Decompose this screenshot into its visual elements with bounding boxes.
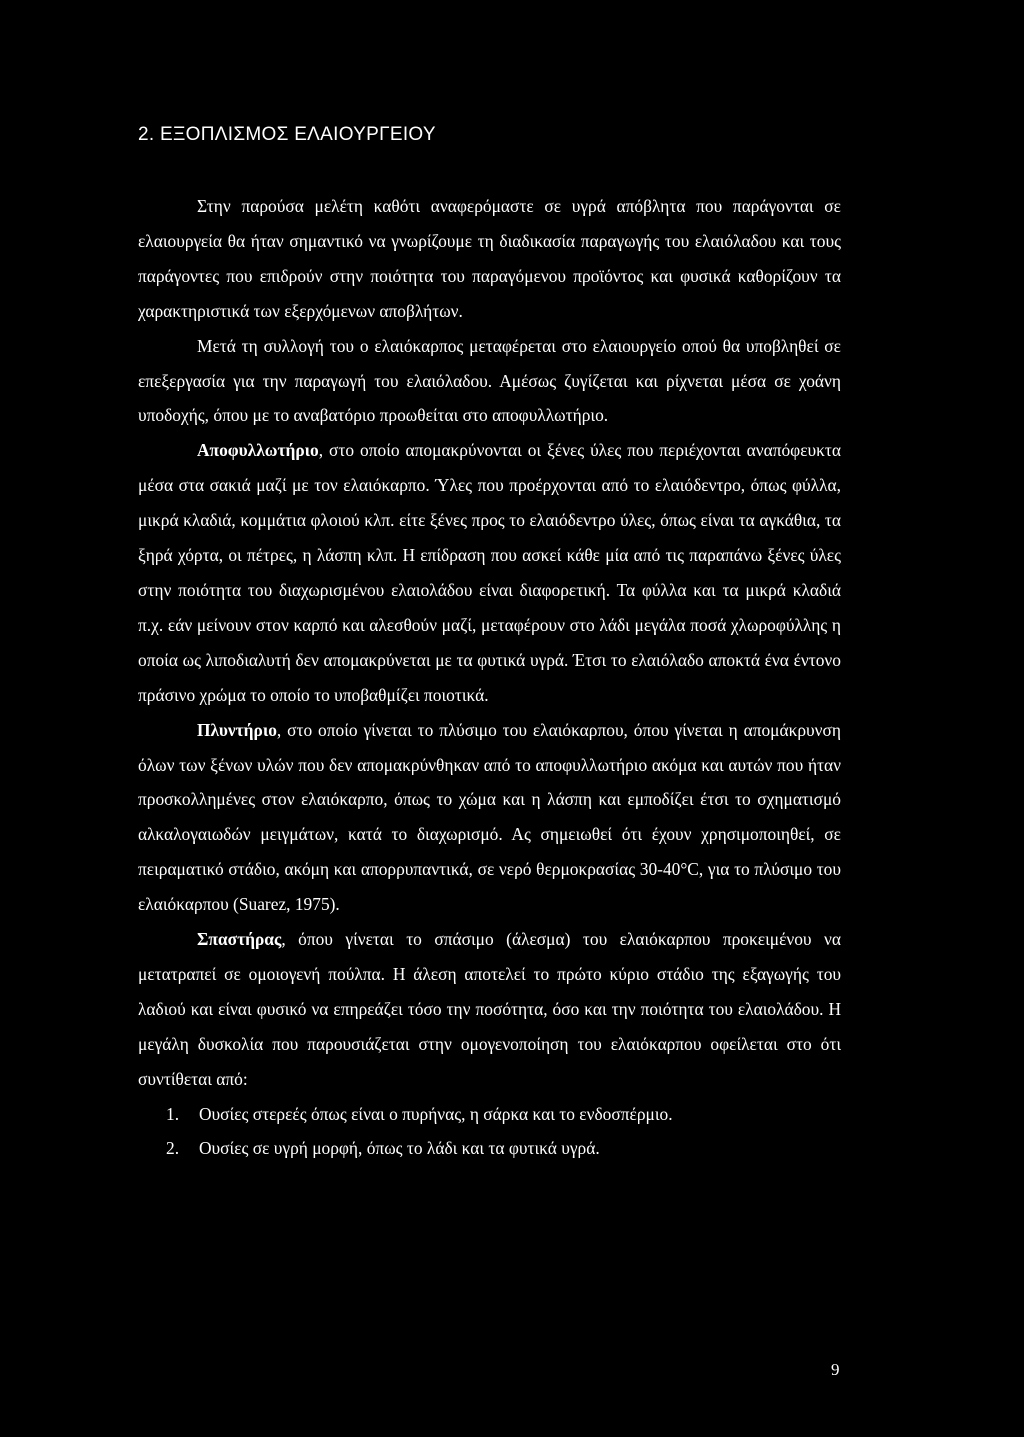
section-heading: 2. ΕΞΟΠΛΙΣΜΟΣ ΕΛΑΙΟΥΡΓΕΙΟΥ bbox=[138, 124, 436, 145]
paragraph-text: , όπου γίνεται το σπάσιμο (άλεσμα) του ελαιόκαρπου προκειμένου να μετατραπεί σε ομοιογενή πούλπα. Η άλεση αποτελεί το πρώτο κύριο στάδιο της εξαγωγής του λαδιού και είναι φυσικό να επηρεάζει τόσο την ποσότητα, όσο και την ποιότητα του ελαιολάδου. Η μεγάλη δυσκολία που παρουσιάζεται στην ομογενοποίηση του ελαιόκαρπου οφείλεται στο ότι συντίθεται από: bbox=[138, 929, 841, 1089]
paragraph-text: Στην παρούσα μελέτη καθότι αναφερόμαστε σε υγρά απόβλητα που παράγονται σε ελαιουργεία θα ήταν σημαντικό να γνωρίζουμε τη διαδικασία παραγωγής του ελαιόλαδου και τους παράγοντες που επιδρούν στην ποιότητα του παραγόμενου προϊόντος και φυσικά καθορίζουν τα χαρακτηριστικά των εξερχόμενων αποβλήτων. bbox=[138, 196, 841, 321]
paragraph-text: Μετά τη συλλογή του ο ελαιόκαρπος μεταφέρεται στο ελαιουργείο οπού θα υποβληθεί σε επεξεργασία για την παραγωγή του ελαιόλαδου. Αμέσως ζυγίζεται και ρίχνεται μέσα σε χοάνη υποδοχής, όπου με το αναβατόριο προωθείται στο αποφυλλωτήριο. bbox=[138, 335, 841, 426]
list-number: 1. bbox=[166, 1103, 180, 1124]
body-text bbox=[138, 189, 841, 1166]
composition-list bbox=[138, 1097, 841, 1167]
paragraph-defoliator bbox=[138, 433, 841, 712]
paragraph-washer bbox=[138, 713, 841, 922]
term-washer: Πλυντήριο bbox=[197, 719, 277, 740]
paragraph-crusher bbox=[138, 922, 841, 1097]
list-text: Ουσίες στερεές όπως είναι ο πυρήνας, η σάρκα και το ενδοσπέρμιο. bbox=[199, 1103, 673, 1124]
list-item bbox=[138, 1097, 841, 1132]
list-text: Ουσίες σε υγρή μορφή, όπως το λάδι και τα φυτικά υγρά. bbox=[199, 1138, 600, 1159]
paragraph-harvest bbox=[138, 329, 841, 434]
term-crusher: Σπαστήρας bbox=[197, 929, 282, 950]
list-number: 2. bbox=[166, 1138, 180, 1159]
list-item bbox=[138, 1131, 841, 1166]
paragraph-text: , στο οποίο γίνεται το πλύσιμο του ελαιόκαρπου, όπου γίνεται η απομάκρυνση όλων των ξένων υλών που δεν απομακρύνθηκαν από το αποφυλλωτήριο ακόμα και αυτών που ήταν προσκολλημένες στον ελαιόκαρπο, όπως το χώμα και η λάσπη και εμποδίζει έτσι το σχηματισμό αλκαλογαιωδών μειγμάτων, κατά το διαχωρισμό. Ας σημειωθεί ότι έχουν χρησιμοποιηθεί, σε πειραματικό στάδιο, ακόμη και απορρυπαντικά, σε νερό θερμοκρασίας 30-40°C, για το πλύσιμο του ελαιόκαρπου (Suarez, 1975). bbox=[138, 719, 841, 915]
term-defoliator: Αποφυλλωτήριο bbox=[197, 440, 319, 461]
page-number: 9 bbox=[831, 1360, 840, 1379]
paragraph-text: , στο οποίο απομακρύνονται οι ξένες ύλες που περιέχονται αναπόφευκτα μέσα στα σακιά μαζί με τον ελαιόκαρπο. Ύλες που προέρχονται από το ελαιόδεντρο, όπως φύλλα, μικρά κλαδιά, κομμάτια φλοιού κλπ. είτε ξένες προς το ελαιόδεντρο ύλες, όπως είναι τα αγκάθια, τα ξηρά χόρτα, οι πέτρες, η λάσπη κλπ. Η επίδραση που ασκεί κάθε μία από τις παραπάνω ξένες ύλες στην ποιότητα του διαχωρισμένου ελαιολάδου είναι διαφορετική. Τα φύλλα και τα μικρά κλαδιά π.χ. εάν μείνουν στον καρπό και αλεσθούν μαζί, μεταφέρουν στο λάδι μεγάλα ποσά χλωροφύλλης η οποία ως λιποδιαλυτή δεν απομακρύνεται με τα φυτικά υγρά. Έτσι το ελαιόλαδο αποκτά ένα έντονο πράσινο χρώμα το οποίο το υποβαθμίζει ποιοτικά. bbox=[138, 440, 841, 705]
paragraph-intro bbox=[138, 189, 841, 329]
